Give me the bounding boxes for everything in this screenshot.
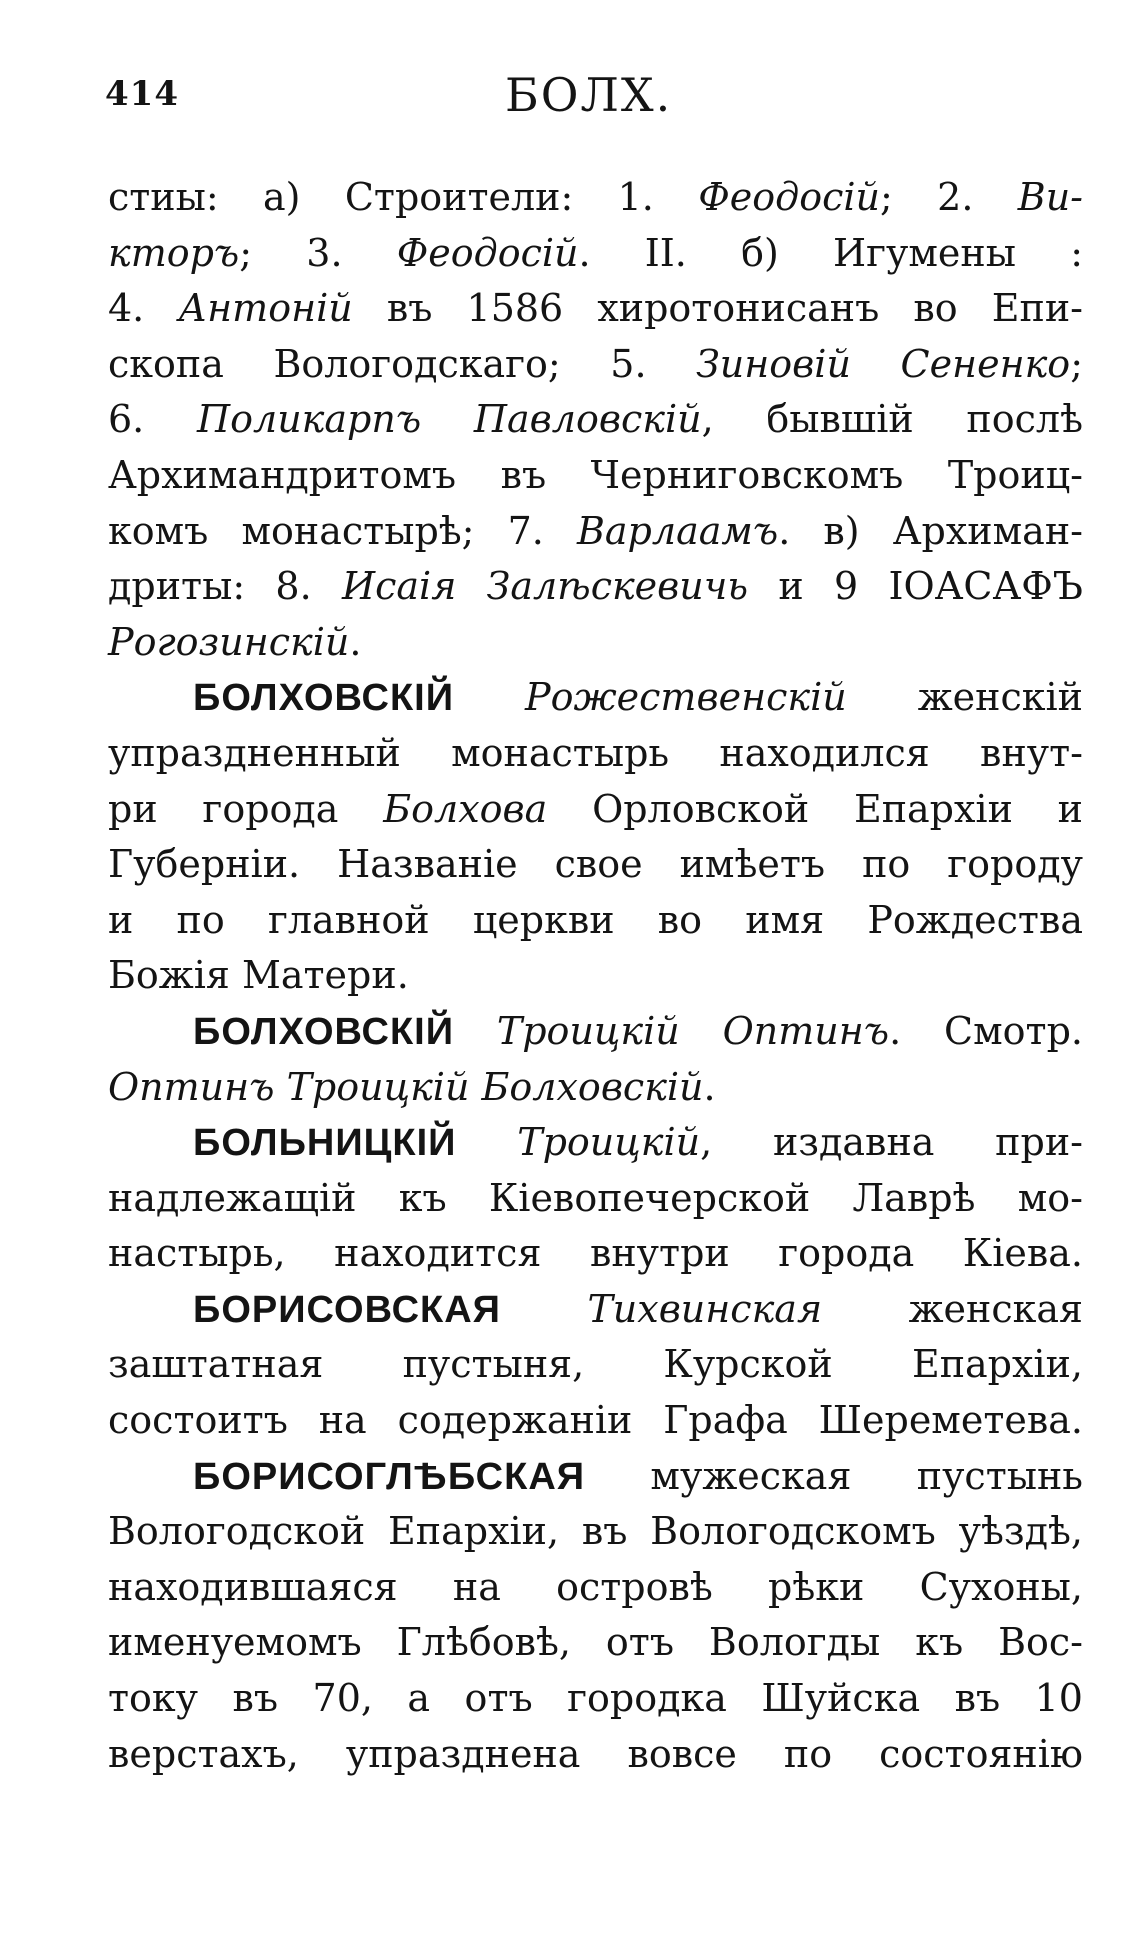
text-line: комъ монастырѣ; 7. Варлаамъ. в) Архиман- xyxy=(108,508,1083,553)
text-line: находившаяся на островѣ рѣки Сухоны, xyxy=(108,1564,1083,1609)
entry-headline: БОРИСОГЛѢБСКАЯ мужеская пустынь xyxy=(193,1453,1083,1498)
text-line: и по главной церкви во имя Рождества xyxy=(108,897,1083,942)
text-line: заштатная пустыня, Курской Епархіи, xyxy=(108,1342,1083,1387)
entry-headline: БОЛЬНИЦКІЙ Троицкій, издавна при- xyxy=(193,1120,1083,1165)
text-line: кторъ; 3. Феодосій. II. б) Игумены : xyxy=(108,230,1083,275)
page-number: 414 xyxy=(105,74,179,114)
text-line: надлежащій къ Кіевопечерской Лаврѣ мо- xyxy=(108,1175,1083,1220)
running-head xyxy=(105,62,1075,132)
entry-headline: БОРИСОВСКАЯ Тихвинская женская xyxy=(193,1286,1083,1331)
text-line: состоитъ на содержаніи Графа Шереметева. xyxy=(108,1398,1083,1443)
text-line: Архимандритомъ въ Черниговскомъ Троиц- xyxy=(108,452,1083,497)
text-line: именуемомъ Глѣбовѣ, отъ Вологды къ Вос- xyxy=(108,1620,1083,1665)
text-line: дриты: 8. Исаія Залѣскевичь и 9 ІОАСАФЪ xyxy=(108,564,1083,609)
body-text xyxy=(108,170,1083,1782)
text-line: 4. Антоній въ 1586 хиротонисанъ во Епи- xyxy=(108,286,1083,331)
text-line: Вологодской Епархіи, въ Вологодскомъ уѣздѣ, xyxy=(108,1509,1083,1554)
text-line: упраздненный монастырь находился внут- xyxy=(108,730,1083,775)
text-line: Божія Матери. xyxy=(108,953,409,998)
text-line: верстахъ, упразднена вовсе по состоянію xyxy=(108,1731,1083,1776)
text-line: Рогозинскій. xyxy=(108,619,362,664)
text-line: Губерніи. Названіе свое имѣетъ по городу xyxy=(108,842,1083,887)
entry-headline: БОЛХОВСКІЙ Троицкій Оптинъ. Смотр. xyxy=(193,1008,1083,1053)
text-line: ри города Болхова Орловской Епархіи и xyxy=(108,786,1083,831)
text-line: скопа Вологодскаго; 5. Зиновій Сененко; xyxy=(108,341,1083,386)
text-line: настырь, находится внутри города Кіева. xyxy=(108,1231,1083,1276)
text-line: стиы: а) Строители: 1. Феодосій; 2. Ви- xyxy=(108,175,1084,219)
text-line: Оптинъ Троицкій Болховскій. xyxy=(108,1064,716,1109)
running-title: БОЛХ. xyxy=(505,68,673,122)
entry-headline: БОЛХОВСКІЙ Рожественскій женскій xyxy=(193,675,1083,720)
text-line: 6. Поликарпъ Павловскій, бывшій послѣ xyxy=(108,397,1083,442)
text-line: току въ 70, а отъ городка Шуйска въ 10 xyxy=(108,1676,1083,1721)
